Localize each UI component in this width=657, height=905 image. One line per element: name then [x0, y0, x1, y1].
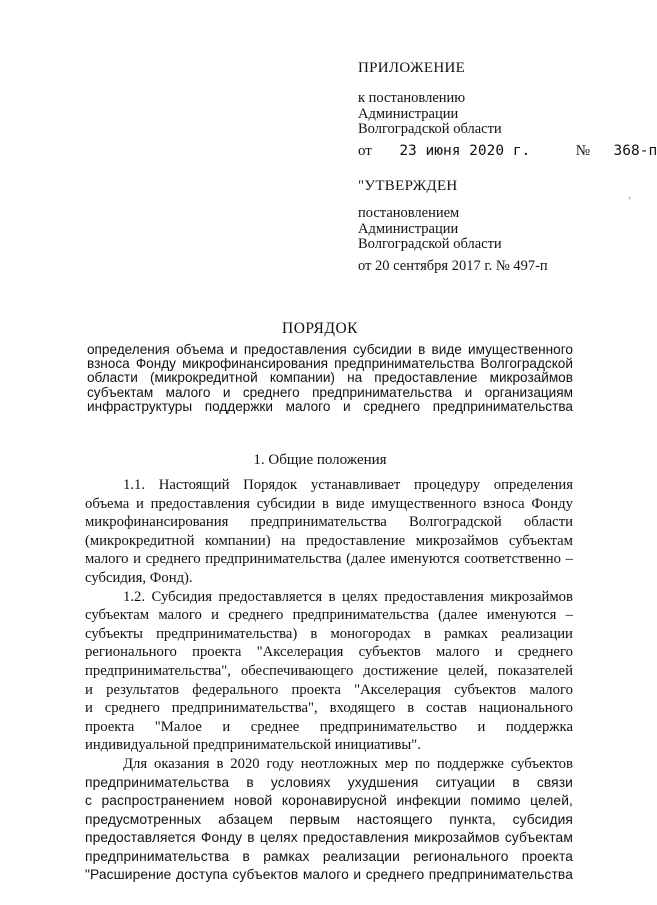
word: субъектам [87, 384, 154, 400]
word: среднего [145, 551, 201, 568]
word: коронавирусной [281, 793, 387, 809]
word: объема [175, 342, 224, 357]
paragraph-line [85, 848, 573, 867]
word: предпринимательства [85, 774, 230, 790]
word: национального [478, 700, 573, 717]
appendix-line: Волгоградской области [358, 121, 502, 137]
word: субъектам [504, 830, 573, 846]
word: среднего [363, 398, 421, 414]
word: в [322, 495, 329, 512]
word: в [247, 830, 255, 846]
word: "Расширение [85, 867, 172, 883]
word: объема [85, 495, 130, 512]
paragraph-line [85, 476, 573, 495]
word: среднего [365, 867, 425, 883]
approved-date: от 20 сентября 2017 г. № 497-п [358, 258, 548, 274]
word: предпринимательства [432, 398, 573, 414]
word: в [310, 625, 318, 642]
word: целей, [447, 662, 488, 679]
word: субъектов [358, 644, 421, 661]
word: предоставляется [85, 830, 196, 846]
word: и [464, 384, 473, 400]
word: целях [259, 830, 298, 846]
word: субъектам [85, 607, 150, 624]
word: определения [493, 477, 573, 493]
section-heading: 1. Общие положения [253, 452, 387, 468]
word: процедуру [414, 477, 481, 493]
word: проекта [521, 848, 573, 864]
word: компании) [205, 532, 271, 549]
word: предоставления [150, 495, 251, 512]
word: малого [529, 681, 573, 698]
word: в [424, 625, 431, 642]
word: регионального [85, 644, 177, 661]
word: организациям [484, 384, 573, 400]
paragraph-line [85, 811, 573, 830]
word: взноса [87, 356, 130, 372]
appendix-heading: ПРИЛОЖЕНИЕ [358, 60, 466, 76]
word: и [211, 607, 219, 624]
word: и [477, 718, 486, 735]
word: имущественного [371, 495, 477, 512]
word: достижение [363, 662, 438, 679]
word: "Акселерация [256, 644, 344, 661]
decree-date: 23 июня 2020 г. [399, 143, 531, 159]
decree-date-line [358, 143, 657, 160]
word: распространением [101, 793, 225, 809]
paragraph-line [85, 662, 573, 681]
word: целей, [530, 793, 573, 809]
word: Фонду [135, 356, 176, 372]
word: предпринимательства [334, 356, 475, 372]
margin-mark: ‚ [628, 190, 632, 201]
word: рамках [444, 625, 489, 642]
paragraph-line [85, 625, 573, 644]
word: неотложных [300, 755, 378, 772]
paragraph-line [85, 588, 573, 607]
word: (микрокредитной [149, 370, 258, 386]
word: результатов [106, 681, 180, 698]
word: предпринимательства [312, 384, 453, 400]
subtitle-line [87, 343, 573, 357]
word: и [222, 384, 231, 400]
word: ухудшения [347, 774, 419, 790]
paragraph-line [85, 755, 573, 774]
word: (далее [346, 551, 386, 568]
word: Фонду [200, 830, 243, 846]
subtitle-line [87, 386, 573, 400]
word: субъекты [85, 625, 143, 642]
word: среднего [517, 644, 573, 661]
word: предпринимательства [292, 607, 429, 624]
word: предпринимательства [85, 848, 230, 864]
word: предоставляется [218, 588, 323, 605]
word: субъектов [232, 867, 299, 883]
word: взноса [483, 495, 525, 512]
approved-line: Волгоградской области [358, 236, 502, 252]
paragraph-line [85, 681, 573, 700]
word: микрофинансирования [85, 514, 229, 531]
word: Для [123, 755, 148, 772]
word: предоставления [243, 342, 347, 357]
word: инфраструктуры [87, 398, 193, 414]
word: предпринимательства) [156, 625, 298, 642]
word: микрозаймов [489, 370, 573, 386]
word: соответственно [464, 551, 562, 568]
word: Фонду [531, 495, 573, 512]
word: устанавливает [310, 477, 401, 493]
word: рамках [263, 848, 310, 864]
word: настоящего [356, 811, 433, 827]
word: среднего [104, 700, 160, 717]
word: проекта [291, 681, 341, 698]
word: именуются [486, 607, 557, 624]
word: компании) [269, 370, 335, 386]
word: субсидии [256, 495, 316, 512]
word: малого [302, 867, 349, 883]
document-subtitle [87, 343, 573, 414]
word: малого [158, 607, 202, 624]
word: среднее [250, 718, 300, 735]
word: предусмотренных [85, 811, 202, 827]
word: ситуации [435, 774, 496, 790]
word: входящего [329, 700, 396, 717]
decree-number-label: № [575, 143, 591, 159]
word: регионального [413, 848, 509, 864]
word: поддержке [436, 755, 504, 772]
word: поддержки [204, 398, 273, 414]
word: 2020 [230, 755, 260, 772]
word: определения [87, 342, 170, 357]
word: области [87, 370, 138, 386]
word: субъектов [454, 681, 517, 698]
word: предоставления [302, 830, 409, 846]
paragraph-line [85, 513, 573, 532]
word: и [136, 495, 144, 512]
word: в [242, 848, 250, 864]
paragraph-line [85, 643, 573, 662]
word: малого [85, 551, 129, 568]
word: с [85, 793, 92, 809]
approved-heading: "УТВЕРЖДЕН [358, 178, 458, 194]
word: 1.2. [123, 588, 146, 605]
paragraph-line [85, 532, 573, 551]
word: субъектов [510, 755, 573, 772]
word: и [343, 398, 351, 414]
paragraph-line [85, 792, 573, 811]
word: субсидии [352, 342, 412, 357]
word: (микрокредитной [85, 532, 195, 549]
word: помимо [470, 793, 521, 809]
word: субсидия [512, 811, 573, 827]
body-text [85, 476, 573, 885]
word: пункта, [449, 811, 496, 827]
paragraph-line [85, 550, 573, 569]
word: первым [289, 811, 340, 827]
word: виде [335, 495, 365, 512]
word: субъектам [508, 532, 573, 549]
word: виде [431, 342, 462, 357]
word: и [85, 681, 93, 698]
word: проекта [192, 644, 242, 661]
subtitle-line [87, 357, 573, 371]
approved-line: Администрации [358, 220, 459, 237]
word: "Малое [154, 718, 202, 735]
word: микрофинансирования [182, 356, 329, 372]
paragraph-line [85, 718, 573, 737]
word: инфекции [396, 793, 461, 809]
word: реализации [322, 848, 400, 864]
word: Порядок [243, 477, 298, 493]
subtitle-line [87, 400, 573, 414]
word: в [418, 342, 426, 357]
appendix-line: Администрации [358, 105, 459, 122]
word: предпринимательства", [85, 662, 231, 679]
word: году [266, 755, 294, 772]
word: микрозаймов [413, 830, 500, 846]
word: оказания [153, 755, 210, 772]
word: предпринимательство [319, 718, 457, 735]
subtitle-line [87, 371, 573, 385]
word: Волгоградской [408, 514, 502, 531]
word: среднего [228, 607, 284, 624]
word: показателей [497, 662, 573, 679]
word: Субсидия [151, 588, 213, 605]
word: поддержка [505, 718, 573, 735]
word: по [414, 755, 431, 772]
word: федерального [192, 681, 279, 698]
word: реализации [501, 625, 573, 642]
word: "Акселерация [354, 681, 441, 698]
word: состав [426, 700, 467, 717]
word: имущественного [468, 342, 573, 357]
word: малого [285, 398, 331, 414]
paragraph-line: индивидуальной предпринимательской инициативы". [85, 737, 421, 754]
word: 1.1. [123, 477, 146, 493]
appendix-line: к постановлению [358, 90, 466, 106]
word: связи [536, 774, 573, 790]
word: проекта [85, 718, 135, 735]
word: области [523, 514, 573, 531]
word: предоставление [374, 370, 478, 386]
word: обеспечивающего [240, 662, 354, 679]
word: в [512, 774, 520, 790]
word: моногородах [330, 625, 411, 642]
appendix-lines [358, 91, 502, 138]
paragraph-line: субсидия, Фонд). [85, 569, 193, 586]
paragraph-line [85, 866, 573, 885]
approved-line: постановлением [358, 205, 460, 221]
word: Волгоградской [480, 356, 573, 372]
word: малого [165, 384, 211, 400]
word: малого [436, 644, 480, 661]
word: в [328, 588, 336, 605]
word: доступа [175, 867, 228, 883]
approved-lines [358, 206, 502, 253]
word: и [222, 718, 231, 735]
paragraph-line [85, 829, 573, 848]
word: в [216, 755, 224, 772]
word: Настоящий [158, 477, 230, 493]
word: на [281, 532, 296, 549]
word: предпринимательства [205, 551, 342, 568]
word: и [85, 700, 93, 717]
word: в [246, 774, 254, 790]
word: именуются [390, 551, 460, 568]
word: на [347, 370, 363, 386]
word: новой [234, 793, 273, 809]
word: – [565, 607, 573, 624]
word: условиях [270, 774, 331, 790]
paragraph-line [85, 774, 573, 793]
word: – [565, 551, 573, 568]
word: предпринимательства [250, 514, 387, 531]
word: микрозаймов [490, 588, 573, 605]
word: и [353, 867, 362, 883]
word: мер [384, 755, 408, 772]
word: среднего [242, 384, 300, 400]
decree-number: 368-п [613, 143, 657, 159]
word: микрозаймов [415, 532, 499, 549]
paragraph-line [85, 699, 573, 718]
word: предпринимательства", [171, 700, 318, 717]
document-title: ПОРЯДОК [282, 320, 358, 337]
word: абзацем [218, 811, 273, 827]
decree-from-label: от [358, 143, 372, 159]
word: целях [342, 588, 378, 605]
word: предпринимательства [428, 867, 573, 883]
word: и [494, 644, 503, 661]
word: предоставление [306, 532, 406, 549]
word: в [407, 700, 415, 717]
word: и [133, 551, 141, 568]
word: предоставления [384, 588, 484, 605]
paragraph-line [85, 606, 573, 625]
word: (далее [438, 607, 478, 624]
paragraph-line [85, 495, 573, 514]
word: и [230, 342, 238, 357]
